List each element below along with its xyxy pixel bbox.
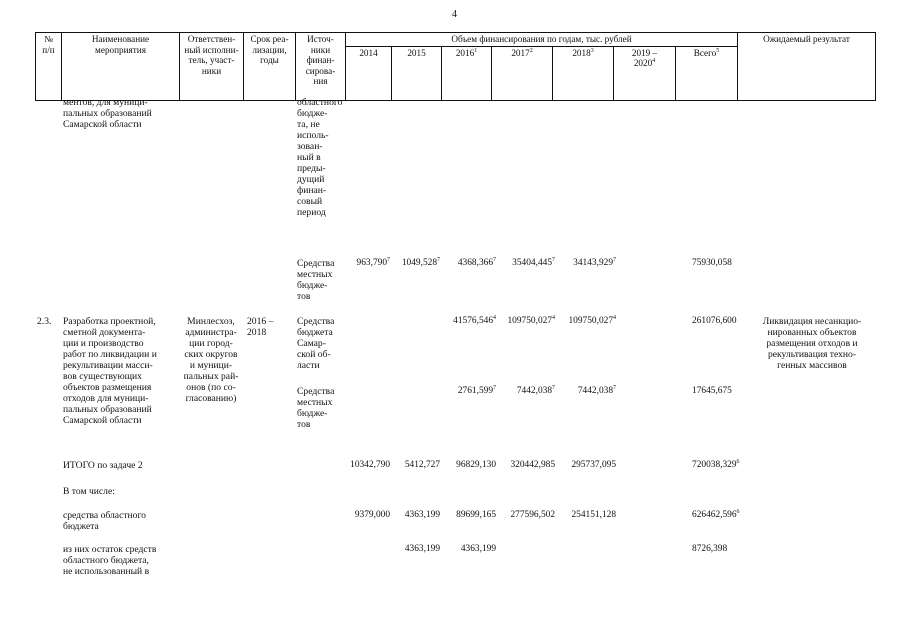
regional-2017: 277596,502 xyxy=(510,510,555,520)
remainder-label: из них остаток средств областного бюджета, не использованный в xyxy=(63,544,157,577)
header-volume: Объем финансирования по годам, тыс. рублей xyxy=(346,33,738,47)
total-task2-total: 720038,329$^6$ xyxy=(692,459,740,470)
local-val-2015: 1049,528$^7$ xyxy=(401,257,440,268)
regional-2015: 4363,199 xyxy=(404,510,440,520)
item-term: 2016 – 2018 xyxy=(247,316,274,338)
header-year: 2017$^2$ xyxy=(492,46,553,100)
including-label: В том числе: xyxy=(63,486,115,497)
header-source: Источ- ники финан- сирова- ния xyxy=(296,33,346,101)
regional-2018: 254151,128 xyxy=(571,510,616,520)
header-term: Срок реа- лизации, годы xyxy=(244,33,296,101)
header-responsible: Ответствен- ный исполни- тель, участ- ники xyxy=(180,33,244,101)
item-val-2016: 41576,546$^4$ xyxy=(453,315,496,326)
total-task2-label: ИТОГО по задаче 2 xyxy=(63,460,143,471)
item-val-2018: 109750,027$^4$ xyxy=(568,315,616,326)
local-total: 75930,058 xyxy=(692,258,732,268)
regional-total: 626462,596$^6$ xyxy=(692,509,740,520)
item-source-local: Средства местных бюдже- тов xyxy=(297,386,335,430)
header-year: 2014 xyxy=(346,46,392,100)
item-local-2017: 7442,038$^7$ xyxy=(516,385,555,396)
item-val-2017: 109750,027$^4$ xyxy=(507,315,555,326)
item-number: 2.3. xyxy=(37,316,52,327)
local-source: Средства местных бюдже- тов xyxy=(297,258,335,302)
page-number: 4 xyxy=(452,9,457,20)
item-local-2018: 7442,038$^7$ xyxy=(577,385,616,396)
local-val-2016: 4368,366$^7$ xyxy=(457,257,496,268)
header-year: Всего$^5$ xyxy=(676,46,738,100)
total-task2-2016: 96829,130 xyxy=(456,460,496,470)
total-task2-2015: 5412,727 xyxy=(404,460,440,470)
header-year: 2019 – 2020$^4$ xyxy=(614,46,676,100)
local-val-2018: 34143,929$^7$ xyxy=(573,257,616,268)
item-responsible: Минлесхоз, администра- ции город- ских округов и муници- пальных рай- онов (по со- гласованию) xyxy=(183,316,239,404)
header-result: Ожидаемый результат xyxy=(738,33,876,101)
local-val-2014: 963,790$^7$ xyxy=(356,257,390,268)
item-source-regional: Средства бюджета Самар- ской об- ласти xyxy=(297,316,335,371)
local-val-2017: 35404,445$^7$ xyxy=(512,257,555,268)
total-task2-2014: 10342,790 xyxy=(350,460,390,470)
header-name: Наименование мероприятия xyxy=(62,33,180,101)
remainder-total: 8726,398 xyxy=(692,544,728,554)
header-table xyxy=(35,32,876,101)
header-year: 2015 xyxy=(392,46,442,100)
cont-item-name: ментов, для муници- пальных образований Самарской области xyxy=(63,97,152,130)
item-expected-result: Ликвидация несанкцио- нированных объектов размещения отходов и рекультивация техно- генных массивов xyxy=(762,316,862,371)
regional-2016: 89699,165 xyxy=(456,510,496,520)
total-task2-2017: 320442,985 xyxy=(510,460,555,470)
remainder-2016: 4363,199 xyxy=(460,544,496,554)
regional-2014: 9379,000 xyxy=(354,510,390,520)
cont-source: областного бюдже- та, не исполь- зован- ный в преды- дущий финан- совый период xyxy=(297,97,343,218)
header-year: 2018$^3$ xyxy=(553,46,614,100)
item-name: Разработка проектной, сметной документа- ции и производство работ по ликвидации и рекультивации масси- вов существующих объектов размещения отходов для муници- пальных образований Самарской области xyxy=(63,316,157,426)
item-total-regional: 261076,600 xyxy=(692,316,737,326)
regional-label: средства областного бюджета xyxy=(63,510,146,532)
item-total-local: 17645,675 xyxy=(692,386,732,396)
header-no: № п/п xyxy=(36,33,62,101)
header-year: 2016$^1$ xyxy=(442,46,492,100)
remainder-2015: 4363,199 xyxy=(404,544,440,554)
item-local-2016: 2761,599$^7$ xyxy=(457,385,496,396)
total-task2-2018: 295737,095 xyxy=(571,460,616,470)
